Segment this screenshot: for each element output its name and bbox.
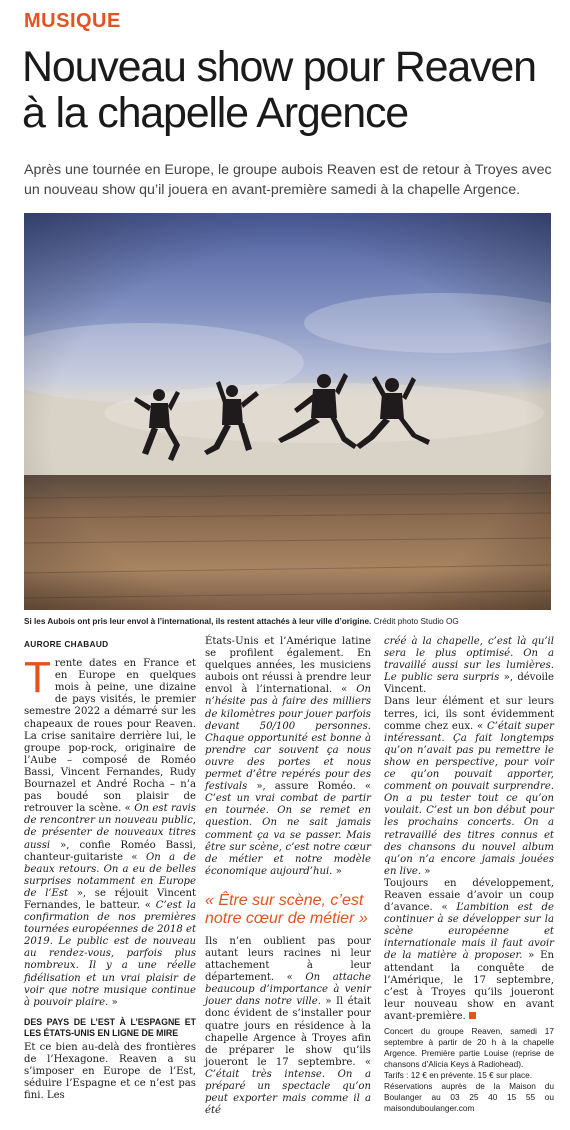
end-mark-icon [469, 1012, 476, 1019]
paragraph: Et ce bien au-delà des frontières de l’Hexagone. Reaven a su s’imposer en Europe de l’Est, séduire l’Espagne et ce n’est pas fini. Les [24, 1041, 196, 1102]
paragraph [384, 696, 554, 877]
text-run: », se réjouit Vincent Fernandes, le batteur. « [24, 887, 197, 911]
standfirst: Après une tournée en Europe, le groupe aubois Reaven est de retour à Troyes avec un nouveau show qu’il jouera en avant-première samedi à la chapelle Argence. [24, 162, 552, 198]
quote: On est ravis de rencontrer un nouveau public, de présenter de nouveaux titres aussi [24, 803, 196, 851]
text-run: Toujours en développement, Reaven essaie d’avoir un coup d’avance. « [384, 877, 554, 914]
paragraph [24, 653, 197, 1009]
photo-caption [24, 616, 564, 627]
text-run: », confie Roméo Bassi, chanteur-guitariste « [24, 839, 196, 863]
info-booking: Réservations auprès de la Maison du Boulanger au 03 25 40 15 55 ou maisonduboulanger.com [384, 1081, 554, 1113]
headline [22, 44, 552, 136]
photo-credit: Crédit photo Studio OG [373, 617, 459, 626]
paragraph [384, 878, 554, 1023]
info-concert: Concert du groupe Reaven, samedi 17 septembre à partir de 20 h à la chapelle Argence. Première partie Louise (reprise de chansons d’Alicia Keys à Radiohead). [384, 1026, 554, 1069]
article-column-2 [205, 636, 371, 1117]
text-run: » [108, 996, 118, 1008]
author-byline: AURORE CHABAUD [24, 639, 109, 649]
quote: On attache beaucoup d’importance à venir jouer dans notre ville. [205, 972, 372, 1008]
paragraph [384, 636, 554, 696]
quote: créé à la chapelle, c’est là qu’il sera le plus optimisé. On a travaillé aussi sur les lumières. Le public sera surpris [384, 636, 554, 684]
quote: On a de beaux retours. On a eu de belles surprises notamment en Europe de l’Est [24, 851, 196, 899]
text-run: rente dates en France et en Europe en quelques mois à peine, une dizaine de pays visités, le premier semestre 2022 a démarré sur les chapeaux de roues pour Reaven. La crise sanitaire derrière lui, le groupe pop-rock, originaire de l’Aube – composé de Roméo Bassi, Vincent Fernandes, Rudy Bournazel et André Rocha – n’a pas boudé son plaisir de retrouver la scène. « [24, 658, 196, 815]
text-run: Ils n’en oublient pas pour autant leurs racines ni leur attachement à leur département. « [205, 935, 371, 984]
subheading: DES PAYS DE L’EST À L’ESPAGNE ET LES ÉTATS-UNIS EN LIGNE DE MIRE [24, 1016, 196, 1038]
text-run: » [332, 865, 342, 877]
headline-line-2: à la chapelle Argence [22, 89, 408, 137]
text-run: » En attendant la conquête de l’Amérique, le 17 septembre, c’est à Troyes qu’ils joueront leur nouveau show en avant avant-première. [384, 950, 554, 1022]
drop-cap: T [24, 653, 51, 703]
text-run: » [421, 865, 431, 877]
article-column-1 [24, 638, 196, 1102]
quote: C’est un vrai combat de partir en tournée. On se remet en question. On ne sait jamais comment ça va se passer. Mais être sur scène, c’est notre cœur de métier et notre modèle économique aujourd’hui. [205, 793, 371, 877]
paragraph [205, 936, 371, 1117]
info-prices: Tarifs : 12 € en prévente. 15 € sur place. [384, 1070, 533, 1080]
section-label: MUSIQUE [24, 10, 121, 32]
quote: On n’hésite pas à faire des milliers de kilomètres pour jouer parfois devant 50/100 personnes. Chaque opportunité est bonne à prendre car souvent ça nous ouvre des portes et nous permet d’être repérés pour des festivals [205, 684, 371, 793]
quote: L’ambition est de continuer à se développer sur la scène européenne et internationale mais il faut avoir de la matière à proposer. [384, 902, 554, 962]
article-column-3 [384, 636, 554, 1114]
text-run: États-Unis et l’Amérique latine se profilent également. En quelques années, les musiciens aubois ont réussi à prendre leur envol à l’international. « [205, 636, 371, 696]
band-jumping-photo [24, 213, 551, 610]
caption-text: Si les Aubois ont pris leur envol à l’international, ils restent attachés à leur ville d’origine. [24, 617, 372, 626]
text-run: » Il était donc évident de s’installer pour quatre jours en résidence à la chapelle Argence à Troyes afin de préparer le show qu’ils joueront le 17 septembre. « [205, 996, 371, 1068]
paragraph [205, 636, 371, 878]
text-run: », dévoile Vincent. [384, 672, 554, 696]
quote: C’est la confirmation de nos premières tournées européennes de 2018 et 2019. Le public est de nouveau au rendez-vous, parfois plus nombreux. Il y a une réelle fidélisation et un vrai plaisir de voir que notre musique continue à pouvoir plaire. [24, 899, 197, 1008]
practical-info [384, 1026, 554, 1114]
text-run: », assure Roméo. « [247, 781, 371, 793]
quote: C’était super intéressant. Ça fait longtemps qu’on n’avait pas pu remettre le show en perspective, pour voir ce qu’on pouvait apporter, comment on pouvait surprendre. On a pu tester tout ce qu’on voulait. C’est un bon début pour les prochains concerts. On a retravaillé des titres connus et des chansons du nouvel album qu’on n’a encore jamais jouées en live. [384, 720, 555, 877]
text-run: Dans leur élément et sur leurs terres, ici, ils sont évidemment comme chez eux. « [384, 696, 554, 732]
pull-quote: « Être sur scène, c’est notre cœur de métier » [205, 891, 368, 927]
quote: C’était très intense. On a préparé un spectacle qu’on peut exporter mais comme il a été [205, 1068, 371, 1117]
headline-line-1: Nouveau show pour Reaven [22, 43, 536, 91]
